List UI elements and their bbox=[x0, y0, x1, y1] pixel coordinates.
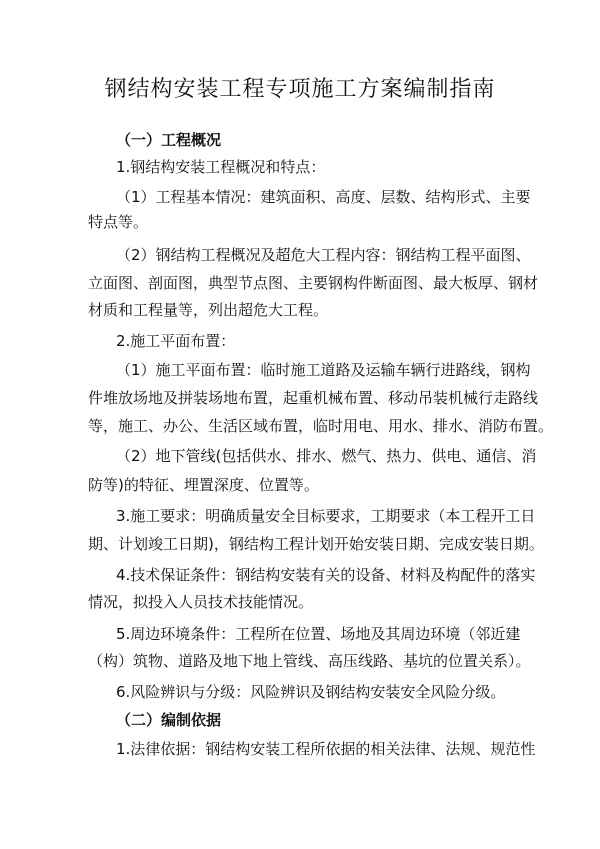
paragraph-line: 3.施工要求：明确质量安全目标要求，工期要求（本工程开工日 bbox=[116, 507, 536, 525]
paragraph-line: 5.周边环境条件：工程所在位置、场地及其周边环境（邻近建 bbox=[116, 625, 521, 643]
document-title: 钢结构安装工程专项施工方案编制指南 bbox=[104, 77, 496, 102]
paragraph-line: 1.法律依据：钢结构安装工程所依据的相关法律、法规、规范性 bbox=[116, 740, 536, 758]
paragraph-line: 情况，拟投入人员技术技能情况。 bbox=[88, 593, 314, 611]
section-heading-overview: （一）工程概况 bbox=[116, 131, 222, 149]
paragraph-line: 立面图、剖面图，典型节点图、主要钢构件断面图、最大板厚、钢材 bbox=[88, 274, 539, 292]
paragraph-line: （构）筑物、道路及地下地上管线、高压线路、基坑的位置关系）。 bbox=[88, 652, 531, 670]
paragraph-line: 件堆放场地及拼装场地布置，起重机械布置、移动吊装机械行走路线 bbox=[88, 389, 539, 407]
paragraph-line: （1）施工平面布置：临时施工道路及运输车辆行进路线，钢构 bbox=[116, 361, 531, 379]
section-heading-basis: （二）编制依据 bbox=[116, 711, 222, 729]
item-2-heading: 2.施工平面布置： bbox=[116, 332, 236, 350]
paragraph-line: 6.风险辨识与分级：风险辨识及钢结构安装安全风险分级。 bbox=[116, 683, 506, 701]
paragraph-line: 防等)的特征、埋置深度、位置等。 bbox=[88, 476, 319, 494]
paragraph-line: 期、计划竣工日期)，钢结构工程计划开始安装日期、完成安装日期。 bbox=[88, 535, 544, 553]
paragraph-line: 材质和工程量等，列出超危大工程。 bbox=[88, 301, 329, 319]
paragraph-line: （2）地下管线(包括供水、排水、燃气、热力、供电、通信、消 bbox=[116, 447, 537, 465]
paragraph-line: （1）工程基本情况：建筑面积、高度、层数、结构形式、主要 bbox=[116, 188, 531, 206]
item-1-heading: 1.钢结构安装工程概况和特点： bbox=[116, 158, 326, 176]
paragraph-line: （2）钢结构工程概况及超危大工程内容：钢结构工程平面图、 bbox=[116, 246, 531, 264]
paragraph-line: 4.技术保证条件：钢结构安装有关的设备、材料及构配件的落实 bbox=[116, 566, 536, 584]
paragraph-line: 等，施工、办公、生活区域布置，临时用电、用水、排水、消防布置。 bbox=[88, 417, 554, 435]
paragraph-line: 特点等。 bbox=[88, 213, 149, 231]
